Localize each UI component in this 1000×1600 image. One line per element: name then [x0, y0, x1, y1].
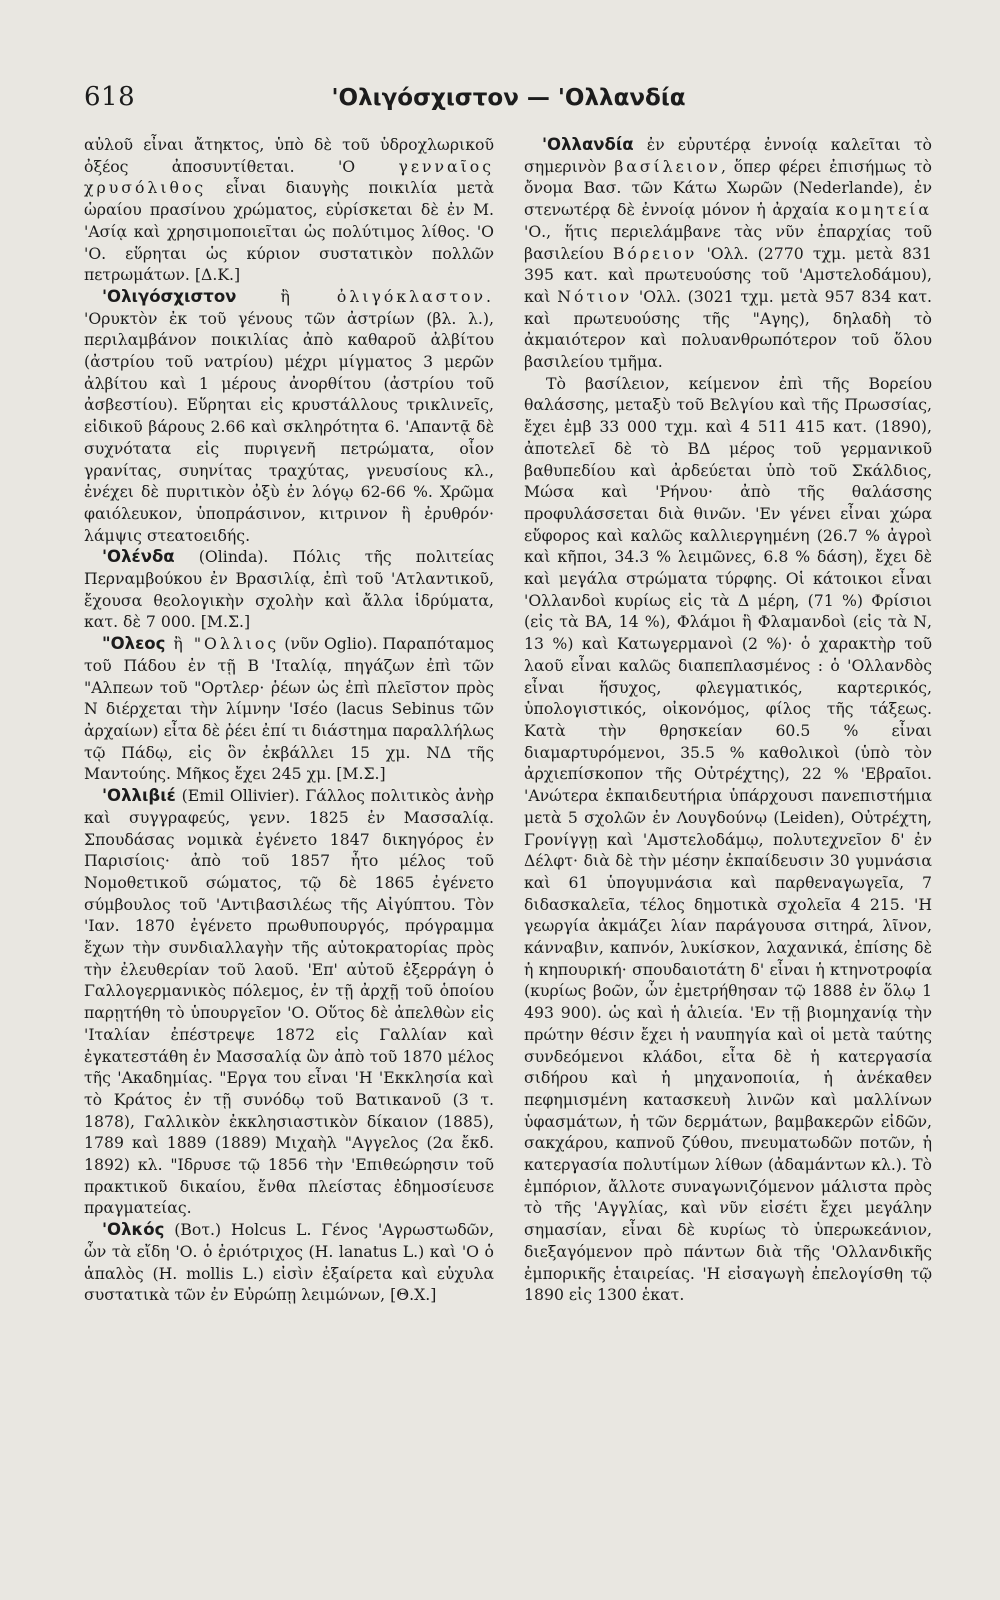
spaced-term: βασίλειον: [614, 156, 721, 176]
entry-oligoschiston: [84, 286, 494, 546]
entry-paragraph: Τὸ βασίλειον, κείμενον ἐπὶ τῆς Βορείου θαλάσσης, μεταξὺ τοῦ Βελγίου καὶ τῆς Πρωσσίας, ἔχει ἐμβ 33 000 τχμ. καὶ 4 511 415 κατ. (1890), ἀποτελεῖ δὲ τὸ ΒΔ μέρος τοῦ γερμανικοῦ βαθυπεδίου καὶ ἀρδεύεται ὑπὸ τοῦ Σκάλδιος, Μώσα καὶ 'Ρήνου· ἀπὸ τῆς θαλάσσης προφυλάσσεται διὰ θινῶν. 'Εν γένει εἶναι χώρα εὔφορος καὶ καλῶς καλλιεργημένη (26.7 % ἀγροὶ καὶ κῆποι, 34.3 % λειμῶνες, 6.8 % δάση), ἔχει δὲ καὶ μεγάλα στρώματα τύρφης. Οἱ κάτοικοι εἶναι 'Ολλανδοὶ κυρίως εἰς τὰ Δ μέρη, (71 %) Φρίσιοι (εἰς τὰ ΒΑ, 14 %), Φλάμοι ἢ Φλαμανδοὶ (εἰς τὰ Ν, 13 %) καὶ Κατωγερμανοὶ (2 %)· ὁ χαρακτὴρ τοῦ λαοῦ εἶναι καλῶς διαπεπλασμένος : ὁ 'Ολλανδὸς εἶναι ἥσυχος, φλεγματικός, καρτερικός, ὑπολογιστικός, οἰκονόμος, φίλος τῆς τάξεως. Κατὰ τὴν θρησκείαν 60.5 % εἶναι διαμαρτυρόμενοι, 35.5 % καθολικοὶ (ὑπὸ τὸν ἀρχιεπίσκοπον τῆς Οὐτρέχτης), 22 % 'Εβραῖοι. 'Ανώτερα ἐκπαιδευτήρια ὑπάρχουσι πανεπιστήμια μετὰ 5 σχολῶν ἐν Λουγδούνῳ (Leiden), Οὐτρέχτη, Γρονίγγῃ καὶ 'Αμστελοδάμῳ, πολυτεχνεῖον δ' ἐν Δέλφτ· διὰ δὲ τὴν μέσην ἐκπαίδευσιν 30 γυμνάσια καὶ 61 ὑπογυμνάσια καὶ παρθεναγωγεῖα, 7 διδασκαλεῖα, τέλος δημοτικὰ σχολεῖα 4 215. 'Η γεωργία ἀκμάζει λίαν παράγουσα σιτηρά, λῖνον, κάνναβιν, καπνόν, λυκίσκον, λαχανικά, ἐπίσης δὲ ἡ κηπουρική· σπουδαιοτάτη δ' εἶναι ἡ κτηνοτροφία (κυρίως βοῶν, ὧν ἐμετρήθησαν τῷ 1888 ἐν ὅλῳ 1 493 900). ὡς καὶ ἡ ἁλιεία. 'Εν τῇ βιομηχανίᾳ τὴν πρώτην θέσιν ἔχει ἡ ναυπηγία καὶ οἱ μετὰ ταύτης συνδεόμενοι κλάδοι, εἶτα δὲ ἡ κατεργασία σιδήρου καὶ ἡ μηχανοποιία, ἡ ἀνέκαθεν πεφημισμένη κατασκευὴ λινῶν καὶ μαλλίνων ὑφασμάτων, ἡ τῶν δερμάτων, βαμβακερῶν εἰδῶν, σακχάρου, καπνοῦ ζύθου, πνευματωδῶν ποτῶν, ἡ κατεργασία πολυτίμων λίθων (ἀδαμάντων κλ.). Τὸ ἐμπόριον, ἄλλοτε συναγωνιζόμενον μάλιστα πρὸς τὸ τῆς 'Αγγλίας, καὶ νῦν εἰσέτι ἔχει μεγάλην σημασίαν, εἶναι δὲ κυρίως τὸ ὑπερωκεάνιον, διεξαγόμενον πρὸ πάντων διὰ τῆς 'Ολλανδικῆς ἐμπορικῆς ἑταιρείας. 'Η εἰσαγωγὴ ἐπελογίσθη τῷ 1890 εἰς 1300 ἑκατ.: [524, 373, 932, 1305]
entry-ollivier: [84, 785, 494, 1219]
headword: 'Ολένδα: [102, 547, 175, 567]
entry-olkos: [84, 1219, 494, 1306]
entry-continuation: [84, 134, 494, 286]
entry-body: 'Ο., ἥτις περιελάμβανε τὰς νῦν ἐπαρχίας τοῦ βασιλείου: [524, 221, 932, 263]
spaced-term: ἢ "Ολλιος: [165, 634, 280, 654]
spaced-term: Βόρειον: [612, 243, 698, 263]
spaced-term: ἢ ὀλιγόκλαστον.: [236, 286, 494, 306]
entry-body: 'Ολλ. (3021 τχμ. μετὰ 957 834 κατ. καὶ πρωτευούσης τῆς "Αγης), δηλαδὴ τὸ ἀκμαιότερον καὶ πολυανθρωπότερον τοῦ ὅλου βασιλείου τμῆμα.: [524, 286, 932, 372]
body-text: εἶναι διαυγὴς ποικιλία μετὰ ὡραίου πρασίνου χρώματος, εὑρίσκεται δὲ ἐν Μ. 'Ασίᾳ καὶ χρησιμοποιεῖται ὡς πολύτιμος λίθος. 'Ο 'Ο. εὕρηται ὡς κύριον συστατικὸν πολλῶν πετρωμάτων. [Δ.Κ.]: [84, 178, 494, 285]
entry-body: (Emil Ollivier). Γάλλος πολιτικὸς ἀνὴρ καὶ συγγραφεύς, γενν. 1825 ἐν Μασσαλίᾳ. Σπουδάσας νομικὰ ἐγένετο 1847 δικηγόρος ἐν Παρισίοις· ἀπὸ τοῦ 1857 ἦτο μέλος τοῦ Νομοθετικοῦ σώματος, τῷ δὲ 1865 ἐγένετο σύμβουλος τοῦ 'Αντιβασιλέως τῆς Αἰγύπτου. Τὸν 'Ιαν. 1870 ἐγένετο πρωθυπουργός, πρόγραμμα ἔχων τὴν συνδιαλλαγὴν τῆς αὐτοκρατορίας πρὸς τὴν ἐλευθερίαν τοῦ λαοῦ. 'Επ' αὐτοῦ ἐξερράγη ὁ Γαλλογερμανικὸς πόλεμος, ἐν τῇ ἀρχῇ τοῦ ὁποίου παρῃτήθη τὸ ὑπουργεῖον 'Ο. Οὕτος δὲ ἀπελθὼν εἰς 'Ιταλίαν ἐπέστρεψε 1872 εἰς Γαλλίαν καὶ ἐγκατεστάθη ἐν Μασσαλίᾳ ὢν ἀπὸ τοῦ 1870 μέλος τῆς 'Ακαδημίας. "Εργα του εἶναι 'Η 'Εκκλησία καὶ τὸ Κράτος ἐν τῇ συνόδῳ τοῦ Βατικανοῦ (3 τ. 1878), Γαλλικὸν ἐκκλησιαστικὸν δίκαιον (1885), 1789 καὶ 1889 (1889) Μιχαὴλ "Αγγελος (2α ἔκδ. 1892) κλ. "Ιδρυσε τῷ 1856 τὴν 'Επιθεώρησιν τοῦ πρακτικοῦ δικαίου, ἔνθα πλείστας ἐδημοσίευσε πραγματείας.: [84, 786, 494, 1218]
headword: 'Ολλανδία: [542, 135, 634, 154]
headword: 'Ολκός: [102, 1220, 165, 1240]
spaced-term: Νότιον: [557, 286, 633, 306]
left-column: [84, 134, 494, 1306]
page-header: [84, 82, 922, 118]
entry-olenda: [84, 546, 494, 633]
spaced-term: γενναῖος χρυσόλιθος: [84, 156, 494, 198]
page-number: 618: [84, 82, 136, 112]
body-text: αὐλοῦ εἶναι ἄτηκτος, ὑπὸ δὲ τοῦ ὑδροχλωρικοῦ ὀξέος ἀποσυντίθεται. 'Ο: [84, 135, 494, 176]
entry-body: , ὅπερ φέρει ἐπισήμως τὸ ὄνομα Βασ. τῶν Κάτω Χωρῶν (Nederlande), ἐν στενωτέρᾳ δὲ ἐννοίᾳ μόνον ἡ ἀρχαία: [524, 156, 932, 220]
right-column: [524, 134, 932, 1306]
entry-body: (νῦν Oglio). Παραπόταμος τοῦ Πάδου ἐν τῇ Β 'Ιταλίᾳ, πηγάζων ἐπὶ τῶν "Αλπεων τοῦ "Ορτλερ· ῥέων ὡς ἐπὶ πλεῖστον πρὸς Ν διέρχεται τὴν λίμνην 'Ισέο (lacus Sebinus τῶν ἀρχαίων) εἶτα δὲ ῥέει ἐπί τι διάστημα παραλλήλως τῷ Πάδῳ, εἰς ὃν ἐκβάλλει 15 χμ. ΝΔ τῆς Μαντούης. Μῆκος ἔχει 245 χμ. [Μ.Σ.]: [84, 634, 494, 784]
entry-body: 'Ορυκτὸν ἐκ τοῦ γένους τῶν ἀστρίων (βλ. λ.), περιλαμβάνον ποικιλίας ἀπὸ καθαροῦ ἀλβίτου (ἀστρίου τοῦ νατρίου) μέχρι μίγματος 3 μερῶν ἀλβίτου καὶ 1 μέρους ἀνορθίτου (ἀστρίου τοῦ ἀσβεστίου). Εὕρηται εἰς κρυστάλλους τρικλινεῖς, εἰδικοῦ βάρους 2.66 καὶ σκληρότητα 6. 'Απαντᾷ δὲ συχνότατα εἰς πυριγενῆ πετρώματα, οἷον γρανίτας, συηνίτας τραχύτας, γνευσίους κλ., ἐνέχει δὲ πυριτικὸν ὀξὺ ἐν λόγῳ 62-66 %. Χρῶμα φαιόλευκον, ὑποπράσινον, κιτρινον ἢ ἐρυθρόν· λάμψις στεατοειδής.: [84, 308, 494, 545]
headword: 'Ολιγόσχιστον: [102, 286, 237, 306]
entry-body: 'Ολλ. (2770 τχμ. μετὰ 831 395 κατ. καὶ πρωτευούσης τοῦ 'Αμστελοδάμου), καὶ: [524, 243, 932, 306]
headword: 'Ολλιβιέ: [102, 786, 176, 806]
entry-body: (Βοτ.) Holcus L. Γένος 'Αγρωστωδῶν, ὧν τὰ εἴδη 'Ο. ὁ ἐριότριχος (H. lanatus L.) καὶ 'Ο ὁ ἁπαλὸς (H. mollis L.) εἰσὶν ἐξαίρετα καὶ εὐχυλα συστατικὰ τῶν ἐν Εὐρώπῃ λειμώνων, [Θ.Χ.]: [84, 1220, 494, 1305]
headword: "Ολεος: [102, 634, 166, 654]
entry-body: ἐν εὐρυτέρᾳ ἐννοίᾳ καλεῖται τὸ σημερινὸν: [524, 135, 932, 176]
entry-body: (Olinda). Πόλις τῆς πολιτείας Περναμβούκου ἐν Βρασιλίᾳ, ἐπὶ τοῦ 'Ατλαντικοῦ, ἔχουσα θεολογικὴν σχολὴν καὶ ἄλλα ἱδρύματα, κατ. δὲ 7 000. [Μ.Σ.]: [84, 547, 494, 632]
entry-oleos: [84, 633, 494, 785]
spaced-term: κομητεία: [835, 200, 932, 220]
entry-ollandia: [524, 134, 932, 373]
running-head: 'Ολιγόσχιστον — 'Ολλανδία: [331, 85, 686, 111]
